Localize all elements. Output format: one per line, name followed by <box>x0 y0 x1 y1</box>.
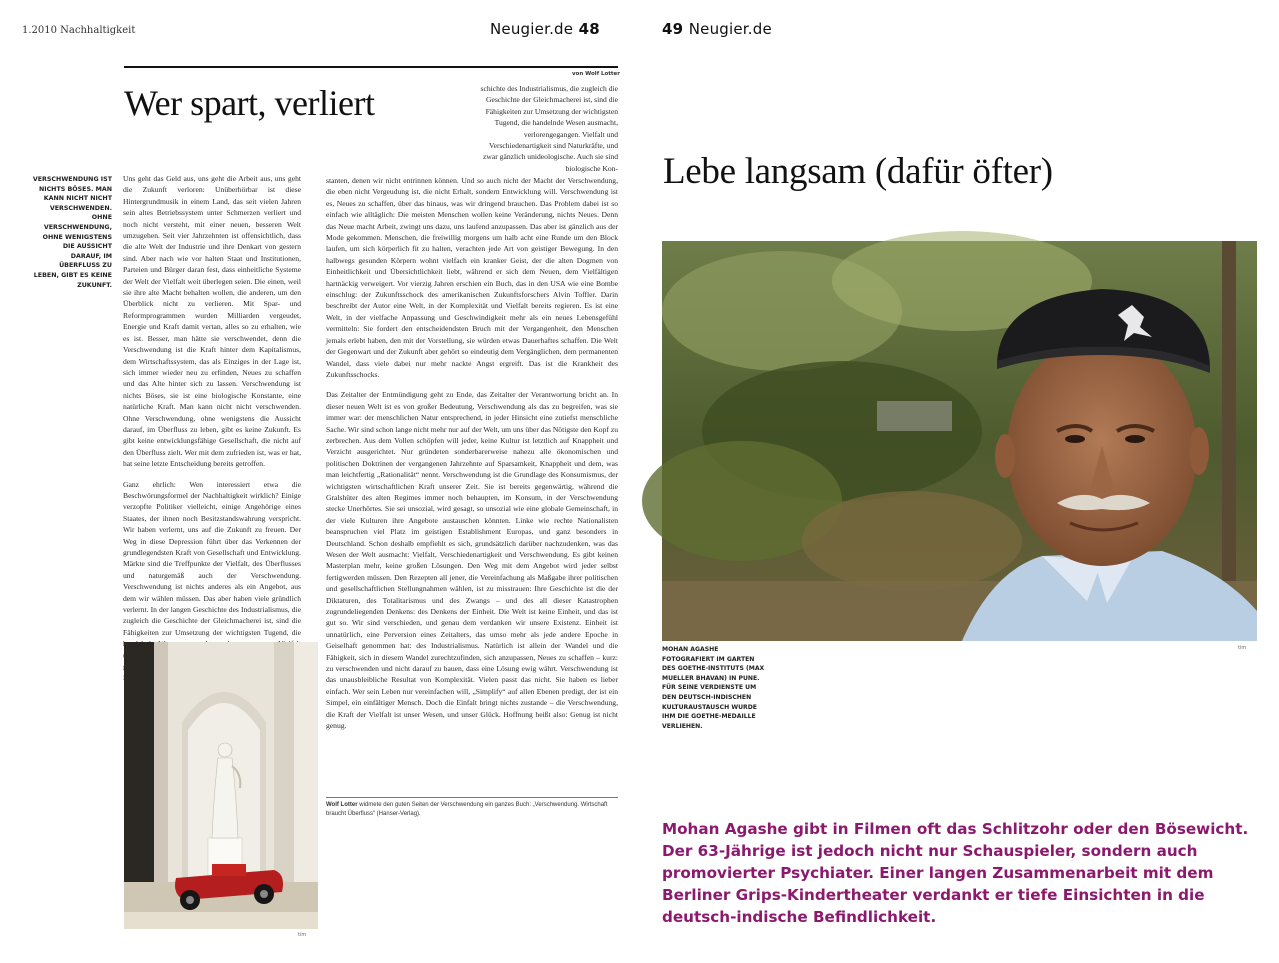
column-continuation <box>478 83 618 174</box>
footnote-author: Wolf Lotter <box>326 802 358 808</box>
teaser-text: Mohan Agashe gibt in Filmen oft das Schlitzohr oder den Bösewicht. Der 63-Jährige ist jedoch nicht nur Schauspieler, sondern auch promovierter Psychiater. Einer langen Zusammenarbeit mit dem Berliner Grips-Kindertheater verdankt er tiefe Einsichten in die deutsch-indische Befindlichkeit. <box>662 820 1249 926</box>
magazine-brand-left <box>490 20 600 38</box>
paragraph: Das Zeitalter der Entmündigung geht zu Ende, das Zeitalter der Verantwortung bricht an. In dieser neuen Welt ist es von großer Bedeutung, Verschwendung als das zu begreifen, was sie immer war: der menschlichen Natur entsprechend, in jeder Hinsicht eine zutiefst menschliche Sache. Wir sind schon lange nicht mehr nur auf der Welt, um uns über das Nötigste den Kopf zu zerbrechen. Aus dem Vollen schöpfen will jeder, keine Kultur ist letztlich auf Knappheit und Verzicht ausgerichtet. Nur gründeten sonderbarerweise nahezu alle ökonomischen und politischen Doktrinen der vergangenen Jahrzehnte auf Sparsamkeit, Knappheit und dem, was man leichtfertig „Rationalität“ nennt. Verschwendung ist die Grundlage des Konsumismus, der wichtigsten wirtschaftlichen Kraft unserer Zeit. Sie ist bereits gegenwärtig, während die Gralshüter des alten Regimes immer noch behaupten, im Konsum, in der Verschwendung stecke Unerhörtes. Sie sei unsozial, wird gesagt, so unsozial wie eine globale Gemeinschaft, in der viele Kulturen ihre Angebote austauschen könnten. Linke wie rechte Nationalisten beanspruchen viel Platz im geistigen Establishment Europas, und ganz besonders in Deutschland. Schon deshalb empfiehlt es sich, grundsätzlich darüber nachzudenken, was das Wesen der Welt ausmacht: Vielfalt, Verschiedenartigkeit und Verschwendung. Es gibt keinen Masterplan mehr, keine großen Lösungen. Den Weg mit dem Angebot wird jeder selbst fertigwerden müssen. Den Rezepten all jener, die Vereinfachung als Maßgabe ihrer politischen und gesellschaftlichen Stellungnahmen wählen, ist zu misstrauen: Ihre Geschichte ist die der Diktaturen, des Totalitarismus und des Zwangs – und des all dieser Katastrophen zugrundeliegenden Denkens: des Denkens der Einheit. Die Welt ist keine Einheit, und das ist gut so. Wir sind verschieden, und genau dem verdanken wir unsere Existenz. Einheit ist unnatürlich, eine Perversion eines Zeitalters, das umso mehr als jede andere Epoche in Geiselhaft genommen hat: des Industrialismus. Natürlich ist allein der Wandel und die Fähigkeit, sich in diesem Wandel zurechtzufinden, sich anzupassen, Neues zu schaffen – kurz: zu verschwenden und nicht darauf zu bauen, dass eine Lösung ewig währt. Verschwendung ist das unausbleibliche Resultat von Komplexität. Vielen passt das nicht. Sie haben es lieber einfach. Wer sein Leben nur vereinfachen will, „Simplify“ auf allen Ebenen predigt, der ist ein Simpel, ein einfältiger Mensch. Doch die Einfalt bringt nichts zustande – die Verschwendung, die Kraft der Vielfalt ist unser Wesen, und unser Glück. Hoffnung heißt also: Genug ist nicht genug. <box>326 390 618 731</box>
page-number-left: 48 <box>578 20 600 38</box>
article-headline-left: Wer spart, verliert <box>124 83 375 123</box>
column-continuation-text: schichte des Industrialismus, die zugleich die Geschichte der Gleichmacherei ist, sind die Fähigkeiten zur Umsetzung der wichtigsten Tugend, die handelnde Wesen ausmacht, verlorengegangen. Vielfalt und Verschiedenartigkeit sind Naturkräfte, und zwar gänzlich unideologische. Auch sie sind biologische Kon- <box>480 84 618 173</box>
byline: von Wolf Lotter <box>571 71 620 77</box>
brand-name-left: Neugier.de <box>490 20 574 38</box>
photo-credit-left: tim <box>298 932 307 938</box>
text-column-1 <box>123 173 301 635</box>
magazine-brand-right <box>662 20 772 38</box>
paragraph: Uns geht das Geld aus, uns geht die Arbeit aus, uns geht die Zukunft verloren: Unüberhörbar ist diese Hintergrundmusik in einem Land, das seit vielen Jahren sein altes Betriebssystem unter Schmerzen verliert und noch nicht versteht, mit einer neuen, besseren Welt umzugehen. Seit vier Jahrzehnten ist offensichtlich, dass die alte Welt der Industrie und ihre Denkart von gestern sind. Aber nach wie vor halten Staat und Institutionen, Parteien und Bürger daran fest, dass einheitliche Systeme der Welt der Vielfalt weit überlegen seien. Die einen, weil sie ihre alte Macht behalten wollen, die anderen, um den Überblick nicht zu verlieren. Mit Spar- und Reformprogrammen wurden Milliarden vergeudet, Energie und Kraft damit vertan, alles so zu erhalten, wie es ist. Besser, man hätte sie verschwendet, denn die Verschwendung ist die Kraft hinter dem Kapitalismus, dem Wirtschaftssystem, das als Einziges in der Lage ist, sich immer wieder neu zu erfinden, Neues zu schaffen und das Alte hinter sich zu lassen. Verschwendung ist nichts Böses, sie ist eine biologische Konstante, eine natürliche Kraft. Man kann nicht nicht verschwenden. Ohne Verschwendung, ohne wenigstens die Aussicht darauf, im Überfluss zu leben, gibt es keine Zukunft. Es gibt keine entwicklungsfähige Gesellschaft, die nicht auf den Überfluss zielt. Wer mit dem zufrieden ist, was er hat, hat seine letzte Entscheidung bereits getroffen. <box>123 174 301 469</box>
page-number-right: 49 <box>662 20 684 38</box>
footnote-text: widmete den guten Seiten der Verschwendung ein ganzes Buch: „Verschwendung. Wirtschaft braucht Überfluss“ (Hanser-Verlag). <box>326 802 608 817</box>
headline-rule <box>124 66 618 68</box>
pull-quote: VERSCHWENDUNG IST NICHTS BÖSES. MAN KANN NICHT NICHT VERSCHWENDEN. OHNE VERSCHWENDUNG, OHNE WENIGSTENS DIE AUSSICHT DARAUF, IM ÜBERFLUSS ZU LEBEN, GIBT ES KEINE ZUKUNFT. <box>32 176 112 289</box>
paragraph: Ganz ehrlich: Wen interessiert etwa die Beschwörungsformel der Nachhaltigkeit wirklich? Einige verzopfte Politiker vielleicht, einige Angehörige eines Staates, der ihnen noch Besitzstandswahrung verspricht. Wir haben verlernt, uns auf die Zukunft zu freuen. Der Weg in diese Depression führt über das Verkennen der grundlegendsten Kraft von Gesellschaft und Entwicklung. Märkte sind die Treffpunkte der Vielfalt, des Überflusses und naturgemäß auch der Verschwendung. Verschwendung ist nichts anderes als ein Angebot, aus dem wir wählen müssen. Das aber haben viele gründlich verlernt. In der langen Geschichte des Industrialismus, die zugleich die Geschichte der Gleichmacherei ist, sind die Fähigkeiten zur Umsetzung der wichtigsten Tugend, die <box>123 479 301 637</box>
photo-caption: MOHAN AGASHE FOTOGRAFIERT IM GARTEN DES GOETHE-INSTITUTS (MAX MUELLER BHAVAN) IN PUNE. FÜR SEINE VERDIENSTE UM DEN DEUTSCH-INDISCHEN KULTURAUSTAUSCH WURDE IHM DIE GOETHE-MEDAILLE VERLIEHEN. <box>662 646 765 730</box>
article-headline-right: Lebe langsam (dafür öfter) <box>663 151 1053 192</box>
photo-credit-right: tim <box>1238 645 1247 651</box>
author-footnote <box>326 797 618 818</box>
paragraph: stanten, denen wir nicht entrinnen können. Und so auch nicht der Macht der Verschwendung, die eben nicht Vergeudung ist, die nicht Erhalt, sondern Entwicklung will. Verschwendung ist es, Neues zu schaffen, über das hinaus, was wir dringend brauchen. Das Problem dabei ist so einfach wie alltäglich: Die meisten Menschen wollen keine Veränderung, nichts Neues. Denn das Neue macht Arbeit, zwingt uns dazu, uns laufend anzupassen. Das aber ist gänzlich aus der Mode gekommen. Menschen, die freiwillig morgens um halb acht eine Runde um den Block laufen, um sich körperlich fit zu halten, verachten jede Art von geistiger Bewegung. In den halbwegs gesunden Körpern wohnt vielfach ein kranker Geist, der die alten Dogmen von Einheitlichkeit und Übersichtlichkeit liebt, während er sich dem Neuen, dem Vielfältigen hartnäckig verweigert. Vor vierzig Jahren erschien ein Buch, das in den USA wie eine Bombe einschlug: der Zukunftsschock des amerikanischen Zukunftsforschers Alvin Toffler. Darin beschreibt der Autor eine Welt, in der Komplexität und Vielfalt bereits regieren. Es ist eine Welt, in der vielfache Anpassung und Geschwindigkeit mehr als ein neues Lebensgefühl vermitteln: Sie fordert den entscheidendsten Bruch mit der Vergangenheit, den Menschen jemals erlebt haben, den mit der Vorstellung, sie würden etwas Dauerhaftes schaffen. Die Welt der Gegenwart und der Zukunft aber gehört so eindeutig dem Vergänglichen, dem permanenten Wandel, dass viele dabei nur mehr nackte Angst ergreift. Das ist die Krankheit des Zukunftsschocks. <box>326 176 618 379</box>
issue-label: 1.2010 Nachhaltigkeit <box>22 25 136 36</box>
brand-name-right: Neugier.de <box>688 20 772 38</box>
text-column-2 <box>326 175 618 783</box>
portrait-photo <box>662 241 1257 641</box>
statue-photo <box>124 642 318 929</box>
